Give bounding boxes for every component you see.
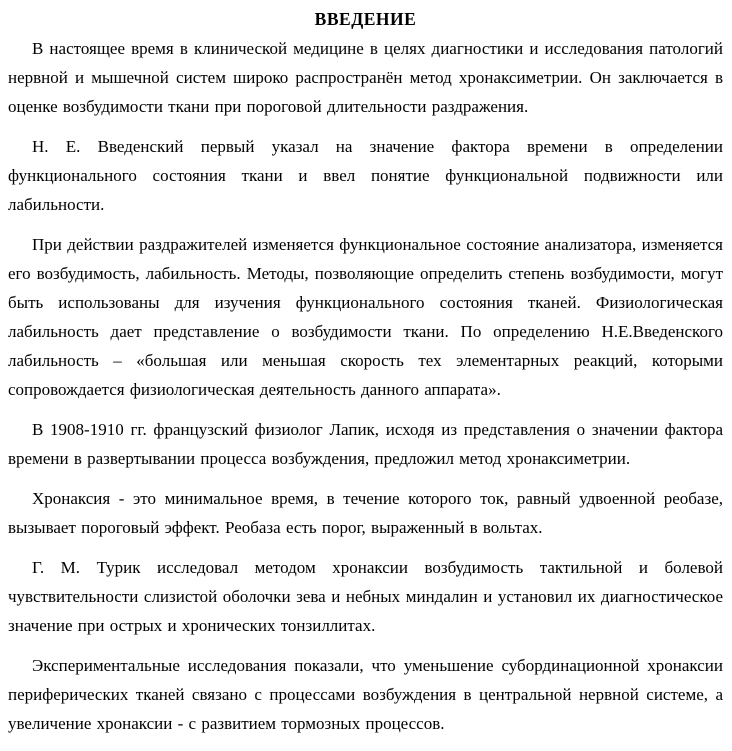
paragraph-4: В 1908-1910 гг. французский физиолог Лапик, исходя из представления о значении фактора времени в развертывании процесса возбуждения, предложил метод хронаксиметрии.	[8, 420, 723, 468]
paragraph-1: В настоящее время в клинической медицине в целях диагностики и исследования патологий нервной и мышечной систем широко распространён метод хронаксиметрии. Он заключается в оценке возбудимости ткани при пороговой длительности раздражения.	[8, 39, 723, 116]
paragraph-5: Хронаксия - это минимальное время, в течение которого ток, равный удвоенной реобазе, вызывает пороговый эффект. Реобаза есть порог, выраженный в вольтах.	[8, 489, 723, 537]
paragraph-6: Г. М. Турик исследовал методом хронаксии возбудимость тактильной и болевой чувствительности слизистой оболочки зева и небных миндалин и установил их диагностическое значение при острых и хронических тонзиллитах.	[8, 558, 723, 635]
document-title: ВВЕДЕНИЕ	[314, 9, 417, 29]
paragraph-2: Н. Е. Введенский первый указал на значение фактора времени в определении функционального состояния ткани и ввел понятие функциональной подвижности или лабильности.	[8, 137, 723, 214]
paragraph-7: Экспериментальные исследования показали, что уменьшение субординационной хронаксии периферических тканей связано с процессами возбуждения в центральной нервной системе, а увеличение хронаксии - с развитием тормозных процессов.	[8, 656, 723, 733]
paragraph-3: При действии раздражителей изменяется функциональное состояние анализатора, изменяется его возбудимость, лабильность. Методы, позволяющие определить степень возбудимости, могут быть использованы для изучения функционального состояния тканей. Физиологическая лабильность дает представление о возбудимости ткани. По определению Н.Е.Введенского лабильность – «большая или меньшая скорость тех элементарных реакций, которыми сопровождается физиологическая деятельность данного аппарата».	[8, 235, 723, 399]
